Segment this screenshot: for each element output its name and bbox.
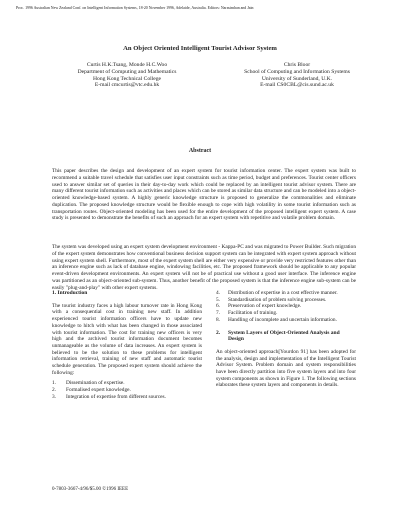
list-item	[216, 290, 356, 297]
author-names: Curtis H.K.Tsang, Monde H.C.Woo	[86, 62, 168, 68]
list-item-text: Standardisation of problem solving processes.	[228, 296, 327, 303]
abstract-heading: Abstract	[188, 148, 212, 154]
left-column	[52, 290, 202, 401]
abstract-paragraph-2: The system was developed using an expert system development environment - Kappa-PC and was migrated to Power Builder. Such migration of the expert system demonstrates how conventional business decision support system can be integrated with expert system approach without using expert system shell. Furthermore, most of the expert system shell are either very expensive or provide very restricted features other than an inference engine such as lack of database engine, windowing facilities, etc. The proposed framework should be applicable to any popular event-driven development environments. An expert system will not be of practical use without a good user interface. The inference engine was partitioned as an object-oriented sub-system. Thus, another benefit of the proposed system is that the inference engine sub-system can be easily "plug-and-play" with other expert systems.	[52, 244, 356, 291]
section-2-title: System Layers of Object-Oriented Analysis and Design	[228, 329, 340, 343]
list-item-text: Integration of expertise from different sources.	[66, 393, 166, 400]
list-item-number: 7.	[216, 310, 221, 317]
list-item-text: Facilitation of training.	[228, 310, 278, 317]
objectives-list-continued	[216, 290, 356, 324]
paper-title: An Object Oriented Intelligent Tourist Advisor System	[123, 45, 277, 52]
author-block-2	[212, 62, 382, 89]
list-item-number: 8.	[216, 316, 221, 323]
list-item	[52, 380, 202, 387]
author-institution: University of Sunderland, U.K.	[261, 75, 333, 82]
proceedings-header: Proc. 1996 Australian New Zealand Conf. on Intelligent Information Systems, 18-20 November 1996, Adelaide, Australia. Editors: Narasimhan and Jain	[16, 6, 254, 10]
footer-isbn: 0-7803-3667-4/96/$5.00 ©1996 IEEE	[52, 487, 129, 492]
author-department: Department of Computing and Mathematics	[77, 68, 177, 75]
author-department: School of Computing and Information Systems	[244, 68, 350, 75]
list-item-number: 2.	[52, 387, 57, 394]
list-item-number: 4.	[216, 290, 221, 296]
abstract-paragraph-1: This paper describes the design and development of an expert system for tourist information center. The expert system was built to recommend a suitable travel schedule that satisfies user input constraints such as time period, budget and preferences. Tourist center officers used to answer similar set of queries in their day-to-day work which could be replaced by an intelligent tourist advisor system. There are many different tourist information such as activities and places which can be stored as similar data structure and can be modeled into a object-oriented knowledge-based system. A highly generic knowledge structure is proposed to generalize the commonalities and eliminate duplication. The proposed knowledge structure would be flexible enough to cope with high volatility in some tourist information such as transportation routes. Object-oriented modeling has been used for the entire development of the proposed intelligent expert system. A case study is presented to demonstrate the benefits of such an approach for an expert system with repetitive and volatile problem domain.	[52, 168, 356, 222]
section-1-body: The tourist industry faces a high labour turnover rate in Hong Kong with a consequential cost in training new staff. In addition experienced tourist information officers have to update new knowledge to hitch with what has been changed in those associated with tourist information. The cost for training new officers is very high and the archived tourist information document becomes unmanageable as the volume of data increases. An expert system is believed to be the solution to these problems for intelligent information retrieval, training of new staff and automatic tourist schedule generation. The proposed expert system should achieve the following:	[52, 302, 202, 376]
section-1-heading: 1. Introduction	[52, 290, 88, 296]
list-item	[216, 317, 356, 324]
author-email: E-mail CS0CBL@cis.sund.ac.uk	[260, 82, 334, 89]
list-item	[216, 310, 356, 317]
author-email: E-mail cmcurtis@vtc.edu.hk	[94, 82, 160, 89]
list-item	[52, 394, 202, 401]
author-institution: Hong Kong Technical College	[92, 75, 161, 82]
right-column	[216, 290, 356, 389]
list-item-text: Formalised expert knowledge.	[66, 387, 131, 394]
list-item-number: 5.	[216, 296, 221, 303]
section-2-number: 2.	[216, 329, 221, 336]
list-item-text: Handling of incomplete and uncertain information.	[228, 316, 337, 323]
list-item-number: 1.	[52, 380, 57, 387]
objectives-list	[52, 380, 202, 400]
list-item-number: 3.	[52, 393, 57, 400]
list-item-text: Dissemination of expertise.	[66, 380, 125, 387]
section-2-heading	[216, 330, 356, 343]
author-block-1	[42, 62, 212, 89]
list-item-text: Preservation of expert knowledge.	[228, 303, 302, 310]
list-item-text: Distribution of expertise in a cost effective manner.	[228, 290, 338, 296]
list-item-number: 6.	[216, 303, 221, 310]
section-2-body: An object-oriented approach[Yourdon 91] has been adopted for the analysis, design and implementation of the Intelligent Tourist Advisor System. Problem domain and system responsibilities have been directly partition into five system layers and into four system components as shown in Figure 1. The following sections elaborates these system layers and components in details.	[216, 348, 356, 389]
list-item	[52, 387, 202, 394]
author-names: Chris Bloor	[283, 62, 311, 68]
